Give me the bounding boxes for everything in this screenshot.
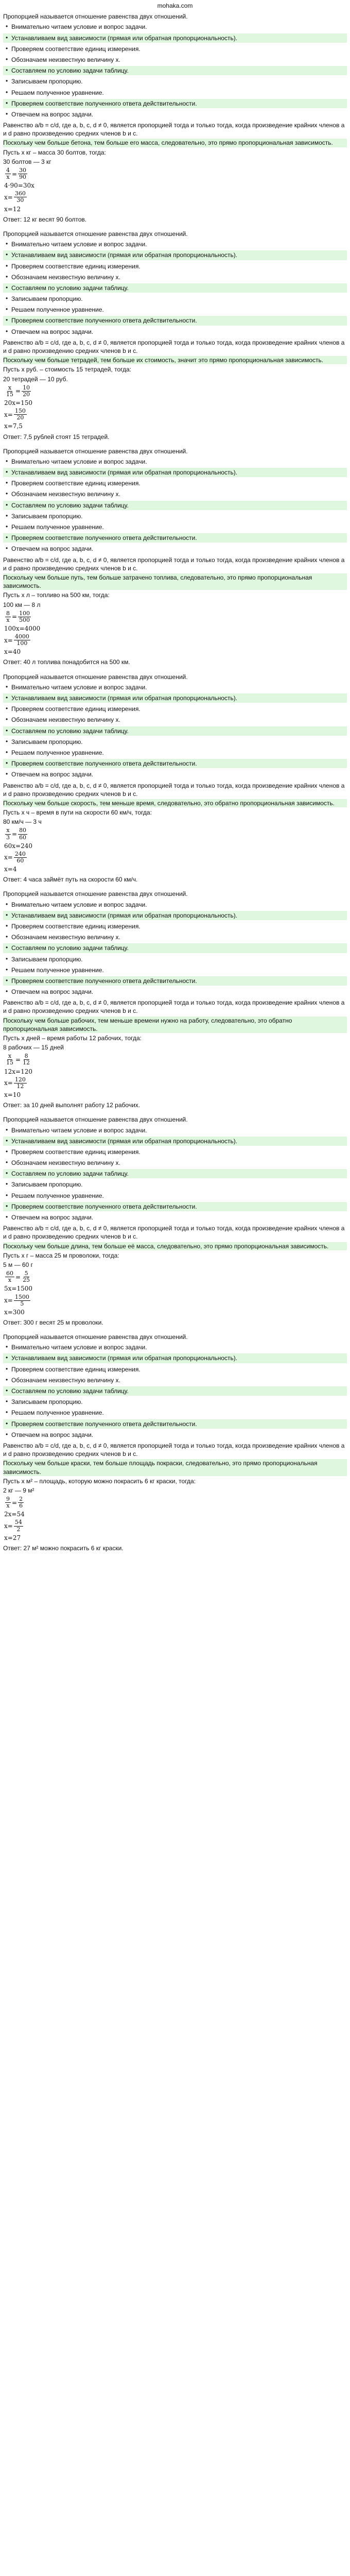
math-line — [4, 1519, 347, 1532]
math-line — [4, 408, 347, 421]
math-token: x — [4, 648, 8, 656]
algorithm-step: • Внимательно читаем условие и вопрос задачи. — [3, 683, 347, 692]
algorithm-step: • Составляем по условию задачи таблицу. — [3, 1169, 347, 1178]
math-line — [4, 422, 347, 430]
math-token: 7,5 — [12, 422, 23, 430]
algorithm-step: • Решаем полученное уравнение. — [3, 305, 347, 314]
fraction — [5, 1496, 11, 1509]
intro-text: Пропорцией называется отношение равенства двух отношений. — [3, 13, 188, 21]
fraction — [22, 385, 31, 398]
task-block — [3, 230, 347, 446]
math-token: = — [7, 1522, 13, 1530]
algorithm-step: • Обозначаем неизвестную величину x. — [3, 715, 347, 724]
math-line — [4, 1534, 347, 1542]
dependency-note: Поскольку чем больше рабочих, тем меньше времени нужно на работу, следовательно, это обратно пропорциональная зависимость. — [3, 1016, 347, 1033]
math-token: = — [12, 170, 18, 178]
algorithm-step: • Устанавливаем вид зависимости (прямая или обратная пропорциональность). — [3, 250, 347, 260]
math-token: = — [7, 411, 13, 418]
intro-text: Пропорцией называется отношение равенства двух отношений. — [3, 1333, 188, 1341]
answer-text: Ответ: 40 л топлива понадобится на 500 км. — [3, 658, 130, 666]
task-block — [3, 890, 347, 1114]
denominator: 500 — [19, 616, 30, 623]
algorithm-step: • Обозначаем неизвестную величину x. — [3, 273, 347, 282]
dependency-note: Поскольку чем больше скорость, тем меньше время, следовательно, это обратно пропорциональная зависимость. — [3, 799, 347, 807]
math-token: = — [7, 205, 13, 213]
algorithm-steps — [3, 457, 347, 554]
algorithm-steps — [3, 683, 347, 779]
table-row: 2 кг — 9 м² — [3, 1486, 34, 1494]
algorithm-steps — [3, 900, 347, 997]
algorithm-step: • Устанавливаем вид зависимости (прямая или обратная пропорциональность). — [3, 911, 347, 920]
math-token: = — [7, 422, 13, 430]
math-token: 12 — [12, 205, 21, 213]
algorithm-step: • Решаем полученное уравнение. — [3, 1408, 347, 1417]
dependency-note: Поскольку чем больше краски, тем больше площадь покраски, следовательно, это прямо пропорциональная зависимость. — [3, 1459, 347, 1476]
solution-content — [3, 12, 347, 1557]
math-token: = — [7, 1308, 13, 1316]
math-token: = — [15, 387, 21, 395]
math-line — [4, 1308, 347, 1316]
math-token: 4 — [12, 866, 17, 873]
algorithm-step: • Решаем полученное уравнение. — [3, 748, 347, 757]
algorithm-step: • Внимательно читаем условие и вопрос задачи. — [3, 900, 347, 909]
math-line — [4, 851, 347, 864]
math-token: x — [4, 1522, 8, 1530]
table-row: 30 болтов — 3 кг — [3, 158, 51, 165]
denominator: 12 — [16, 1082, 24, 1090]
table-row: 8 рабочих — 15 дней — [3, 1044, 64, 1052]
math-line — [4, 1510, 347, 1518]
math-token: 90 — [10, 182, 18, 190]
denominator: x — [6, 1502, 10, 1510]
algorithm-steps — [3, 1343, 347, 1439]
proportion-rule: Равенство a/b = c/d, где a, b, c, d ≠ 0, является пропорцией тогда и только тогда, когда произведение крайних членов a и d равно произведению средних членов b и c. — [3, 1225, 345, 1241]
algorithm-step: • Записываем пропорцию. — [3, 1180, 347, 1189]
math-token: = — [12, 1499, 18, 1506]
math-token: 2x — [4, 1511, 12, 1518]
given-text: Пусть x дней – время работы 12 рабочих, тогда: — [3, 1035, 142, 1042]
math-line — [4, 399, 347, 407]
numerator: x — [8, 384, 12, 391]
denominator: 5 — [20, 1300, 24, 1307]
fraction — [14, 851, 27, 864]
fraction — [14, 634, 30, 647]
math-token: 1500 — [16, 1285, 33, 1293]
algorithm-step: • Отвечаем на вопрос задачи. — [3, 110, 347, 119]
math-token: = — [7, 866, 13, 873]
algorithm-steps — [3, 240, 347, 336]
math-token: = — [7, 1534, 13, 1541]
fraction — [5, 611, 11, 623]
algorithm-step: • Устанавливаем вид зависимости (прямая или обратная пропорциональность). — [3, 693, 347, 703]
denominator: 2 — [16, 1526, 21, 1533]
algorithm-steps — [3, 22, 347, 119]
fraction — [18, 827, 27, 840]
fraction — [5, 167, 11, 180]
math-line — [4, 611, 347, 623]
numerator: 100 — [19, 609, 30, 617]
algorithm-step: • Записываем пропорцию. — [3, 512, 347, 521]
table-row: 20 тетрадей — 10 руб. — [3, 375, 68, 383]
math-token: 54 — [16, 1511, 25, 1518]
fraction — [5, 827, 11, 840]
math-token: = — [11, 1511, 17, 1518]
denominator: 20 — [23, 391, 30, 398]
separator — [3, 1554, 347, 1557]
equation-block — [4, 1053, 347, 1099]
numerator: 5 — [24, 1270, 28, 1277]
fraction — [14, 1519, 23, 1532]
algorithm-step: • Проверяем соответствие полученного ответа действительности. — [3, 976, 347, 986]
math-line — [4, 624, 347, 633]
fraction — [18, 167, 27, 180]
math-token: = — [7, 1091, 13, 1098]
math-token: = — [12, 830, 18, 838]
given-text: Пусть x м² – площадь, которую можно покрасить 6 кг краски, тогда: — [3, 1477, 196, 1485]
math-token: 300 — [12, 1308, 25, 1316]
denominator: 60 — [16, 857, 24, 864]
math-line — [4, 167, 347, 180]
fraction — [18, 611, 31, 623]
algorithm-step: • Обозначаем неизвестную величину x. — [3, 55, 347, 64]
task-block — [3, 447, 347, 672]
denominator: 20 — [16, 414, 24, 421]
intro-text: Пропорцией называется отношение равенства двух отношений. — [3, 890, 188, 898]
separator — [3, 886, 347, 889]
algorithm-step: • Проверяем соответствие единиц измерения. — [3, 262, 347, 271]
math-token: = — [15, 1273, 21, 1281]
algorithm-step: • Проверяем соответствие единиц измерения. — [3, 704, 347, 714]
fraction — [14, 1077, 27, 1090]
math-token: = — [15, 1067, 21, 1075]
fraction — [18, 1496, 24, 1509]
equation-block — [4, 1270, 347, 1316]
math-token: 30x — [23, 182, 34, 190]
math-line — [4, 1053, 347, 1066]
proportion-rule: Равенство a/b = c/d, где a, b, c, d ≠ 0, является пропорцией тогда и только тогда, когда произведение крайних членов a и d равно произведению средних членов b и c. — [3, 782, 345, 798]
fraction — [14, 191, 27, 204]
math-token: = — [7, 648, 13, 656]
math-token: = — [15, 399, 21, 406]
denominator: 12 — [23, 1059, 30, 1066]
fraction — [5, 1270, 14, 1283]
algorithm-step: • Составляем по условию задачи таблицу. — [3, 66, 347, 75]
algorithm-step: • Устанавливаем вид зависимости (прямая или обратная пропорциональность). — [3, 468, 347, 477]
separator — [3, 1329, 347, 1332]
denominator: 6 — [19, 1502, 23, 1510]
math-token: = — [15, 1056, 21, 1063]
numerator: 2 — [19, 1496, 23, 1503]
answer-text: Ответ: 4 часа займёт путь на скорости 60 км/ч. — [3, 876, 138, 884]
answer-text: Ответ: 27 м² можно покрасить 6 кг краски. — [3, 1544, 124, 1552]
numerator: 54 — [14, 1519, 22, 1526]
algorithm-step: • Проверяем соответствие единиц измерения. — [3, 922, 347, 931]
numerator: 10 — [23, 384, 30, 391]
algorithm-step: • Записываем пропорцию. — [3, 294, 347, 303]
algorithm-step: • Внимательно читаем условие и вопрос задачи. — [3, 457, 347, 466]
numerator: 9 — [6, 1496, 10, 1503]
math-token: x — [4, 636, 8, 644]
algorithm-step: • Решаем полученное уравнение. — [3, 522, 347, 532]
algorithm-step: • Записываем пропорцию. — [3, 737, 347, 747]
numerator: 60 — [6, 1270, 13, 1277]
algorithm-step: • Записываем пропорцию. — [3, 1397, 347, 1406]
numerator: 360 — [14, 190, 26, 197]
algorithm-step: • Устанавливаем вид зависимости (прямая или обратная пропорциональность). — [3, 1137, 347, 1146]
math-line — [4, 1067, 347, 1076]
algorithm-step: • Проверяем соответствие единиц измерения. — [3, 44, 347, 54]
math-token: x — [4, 411, 8, 418]
fraction — [22, 1053, 31, 1066]
denominator: 60 — [19, 834, 27, 841]
numerator: 80 — [19, 827, 27, 834]
intro-text: Пропорцией называется отношение равенства двух отношений. — [3, 447, 188, 455]
denominator: 15 — [6, 1059, 13, 1066]
fraction — [5, 385, 14, 398]
task-block — [3, 673, 347, 889]
algorithm-step: • Решаем полученное уравнение. — [3, 1191, 347, 1200]
numerator: 120 — [14, 1076, 26, 1083]
math-token: 4 — [4, 182, 8, 190]
algorithm-step: • Решаем полученное уравнение. — [3, 88, 347, 97]
math-token: x — [4, 1534, 8, 1541]
algorithm-step: • Проверяем соответствие полученного ответа действительности. — [3, 1202, 347, 1211]
denominator: 30 — [16, 197, 24, 204]
math-token: 12x — [4, 1067, 16, 1075]
dependency-note: Поскольку чем больше бетона, тем больше его масса, следовательно, это прямо пропорциональная зависимость. — [3, 139, 347, 147]
numerator: 4 — [6, 167, 10, 174]
math-token: = — [7, 193, 13, 201]
denominator: 15 — [6, 391, 13, 398]
answer-text: Ответ: 7,5 рублей стоят 15 тетрадей. — [3, 433, 110, 440]
denominator: 3 — [6, 834, 10, 841]
math-token: 60x — [4, 842, 16, 850]
math-line — [4, 634, 347, 647]
math-token: x — [4, 422, 8, 430]
algorithm-step: • Составляем по условию задачи таблицу. — [3, 726, 347, 736]
math-line — [4, 865, 347, 873]
algorithm-step: • Составляем по условию задачи таблицу. — [3, 283, 347, 293]
math-line — [4, 842, 347, 850]
math-token: = — [7, 636, 13, 644]
math-token: = — [15, 842, 21, 850]
denominator: x — [8, 1277, 12, 1284]
numerator: 150 — [14, 408, 26, 415]
math-token: x — [4, 866, 8, 873]
algorithm-step: • Отвечаем на вопрос задачи. — [3, 770, 347, 779]
algorithm-step: • Внимательно читаем условие и вопрос задачи. — [3, 1343, 347, 1352]
math-line — [4, 181, 347, 190]
algorithm-step: • Отвечаем на вопрос задачи. — [3, 327, 347, 336]
table-row: 100 км — 8 л — [3, 601, 41, 608]
numerator: 4000 — [14, 633, 29, 640]
separator — [3, 226, 347, 229]
proportion-rule: Равенство a/b = c/d, где a, b, c, d ≠ 0, является пропорцией тогда и только тогда, когда произведение крайних членов a и d равно произведению средних членов b и c. — [3, 1442, 345, 1458]
intro-text: Пропорцией называется отношение равенства двух отношений. — [3, 230, 188, 238]
math-token: x — [4, 193, 8, 201]
algorithm-step: • Составляем по условию задачи таблицу. — [3, 501, 347, 510]
math-token: x — [4, 1308, 8, 1316]
algorithm-step: • Отвечаем на вопрос задачи. — [3, 987, 347, 996]
math-token: = — [11, 1285, 17, 1293]
dependency-note: Поскольку чем больше длина, тем больше её масса, следовательно, это прямо пропорциональная зависимость. — [3, 1242, 347, 1250]
math-token: 100x — [4, 624, 20, 632]
algorithm-step: • Обозначаем неизвестную величину x. — [3, 1376, 347, 1385]
dependency-note: Поскольку чем больше тетрадей, тем больше их стоимость, значит это прямо пропорциональная зависимость. — [3, 356, 347, 364]
algorithm-step: • Проверяем соответствие полученного ответа действительности. — [3, 316, 347, 325]
algorithm-step: • Отвечаем на вопрос задачи. — [3, 1430, 347, 1439]
math-line — [4, 1270, 347, 1283]
math-line — [4, 191, 347, 204]
numerator: x — [8, 1053, 12, 1060]
math-token: 40 — [12, 648, 21, 656]
task-block — [3, 1333, 347, 1557]
math-token: · — [8, 182, 10, 190]
math-token: x — [4, 1297, 8, 1304]
fraction — [14, 408, 27, 421]
given-text: Пусть x л – топливо на 500 км, тогда: — [3, 591, 110, 599]
math-token: 150 — [21, 399, 33, 406]
algorithm-step: • Устанавливаем вид зависимости (прямая или обратная пропорциональность). — [3, 1353, 347, 1363]
math-token: 20x — [4, 399, 16, 406]
fraction — [22, 1270, 31, 1283]
algorithm-step: • Проверяем соответствие полученного ответа действительности. — [3, 99, 347, 108]
math-token: = — [19, 624, 25, 632]
task-block — [3, 1115, 347, 1332]
dependency-note: Поскольку чем больше путь, тем больше затрачено топлива, следовательно, это прямо пропорциональная зависимость. — [3, 573, 347, 590]
intro-text: Пропорцией называется отношение равенства двух отношений. — [3, 1116, 188, 1124]
algorithm-step: • Внимательно читаем условие и вопрос задачи. — [3, 1126, 347, 1135]
equation-block — [4, 827, 347, 873]
site-watermark-top: mohaka.com — [157, 2, 193, 9]
math-line — [4, 1077, 347, 1090]
numerator: x — [6, 827, 10, 834]
equation-block — [4, 611, 347, 656]
denominator: x — [6, 616, 10, 623]
given-text: Пусть x руб. – стоимость 15 тетрадей, тогда: — [3, 366, 131, 374]
algorithm-step: • Проверяем соответствие полученного ответа действительности. — [3, 759, 347, 768]
algorithm-step: • Отвечаем на вопрос задачи. — [3, 544, 347, 553]
algorithm-step: • Обозначаем неизвестную величину x. — [3, 1158, 347, 1167]
equation-block — [4, 1496, 347, 1542]
equation-block — [4, 167, 347, 213]
algorithm-step: • Устанавливаем вид зависимости (прямая или обратная пропорциональность). — [3, 33, 347, 43]
math-token: = — [7, 854, 13, 861]
math-token: x — [4, 854, 8, 861]
proportion-rule: Равенство a/b = c/d, где a, b, c, d ≠ 0, является пропорцией тогда и только тогда, когда произведение крайних членов a и d равно произведению средних членов b и c. — [3, 556, 345, 572]
math-line — [4, 1294, 347, 1307]
given-text: Пусть x ч – время в пути на скорости 60 км/ч, тогда: — [3, 809, 152, 817]
algorithm-step: • Обозначаем неизвестную величину x. — [3, 933, 347, 942]
algorithm-step: • Проверяем соответствие единиц измерения. — [3, 1365, 347, 1374]
math-line — [4, 648, 347, 656]
separator — [3, 1111, 347, 1114]
numerator: 1500 — [14, 1293, 29, 1300]
numerator: 8 — [6, 609, 10, 617]
answer-text: Ответ: 12 кг весят 90 болтов. — [3, 215, 87, 223]
fraction — [14, 1294, 30, 1307]
algorithm-step: • Отвечаем на вопрос задачи. — [3, 1213, 347, 1222]
given-text: Пусть x кг – масса 30 болтов, тогда: — [3, 148, 106, 156]
numerator: 8 — [24, 1053, 28, 1060]
math-line — [4, 1284, 347, 1293]
proportion-rule: Равенство a/b = c/d, где a, b, c, d ≠ 0, является пропорцией тогда и только тогда, когда произведение крайних членов a и d равно произведению средних членов b и c. — [3, 338, 345, 354]
fraction — [5, 1053, 14, 1066]
algorithm-step: • Проверяем соответствие единиц измерения. — [3, 1147, 347, 1157]
math-token: 10 — [12, 1091, 21, 1098]
algorithm-step: • Записываем пропорцию. — [3, 955, 347, 964]
algorithm-step: • Записываем пропорцию. — [3, 77, 347, 86]
given-text: Пусть x г – масса 25 м проволоки, тогда: — [3, 1251, 119, 1259]
separator — [3, 443, 347, 446]
math-token: 4000 — [24, 624, 41, 632]
algorithm-step: • Составляем по условию задачи таблицу. — [3, 943, 347, 953]
algorithm-step: • Решаем полученное уравнение. — [3, 965, 347, 975]
intro-text: Пропорцией называется отношение равенства двух отношений. — [3, 673, 188, 681]
algorithm-step: • Проверяем соответствие полученного ответа действительности. — [3, 1419, 347, 1429]
proportion-rule: Равенство a/b = c/d, где a, b, c, d ≠ 0, является пропорцией тогда и только тогда, когда произведение крайних членов a и d равно произведению средних членов b и c. — [3, 122, 345, 138]
math-token: = — [7, 1079, 13, 1087]
algorithm-step: • Составляем по условию задачи таблицу. — [3, 1386, 347, 1396]
numerator: 30 — [19, 167, 27, 174]
math-token: x — [4, 1091, 8, 1098]
equation-block — [4, 385, 347, 431]
proportion-rule: Равенство a/b = c/d, где a, b, c, d ≠ 0, является пропорцией тогда и только тогда, когда произведение крайних членов a и d равно произведению средних членов b и c. — [3, 999, 345, 1015]
math-token: = — [12, 613, 18, 621]
math-token: 27 — [12, 1534, 21, 1541]
algorithm-step: • Внимательно читаем условие и вопрос задачи. — [3, 22, 347, 31]
math-token: = — [18, 182, 23, 190]
separator — [3, 669, 347, 672]
algorithm-step: • Внимательно читаем условие и вопрос задачи. — [3, 240, 347, 249]
math-token: 5x — [4, 1285, 12, 1293]
math-token: 240 — [21, 842, 33, 850]
answer-text: Ответ: 300 г весят 25 м проволоки. — [3, 1318, 103, 1326]
algorithm-steps — [3, 1126, 347, 1223]
algorithm-step: • Проверяем соответствие единиц измерения. — [3, 479, 347, 488]
denominator: 100 — [16, 640, 28, 647]
table-row: 80 км/ч — 3 ч — [3, 818, 42, 826]
math-token: x — [4, 205, 8, 213]
task-block — [3, 12, 347, 229]
algorithm-step: • Проверяем соответствие полученного ответа действительности. — [3, 533, 347, 543]
denominator: 25 — [23, 1277, 30, 1284]
math-token: 120 — [21, 1067, 33, 1075]
answer-text: Ответ: за 10 дней выполнят работу 12 рабочих. — [3, 1101, 141, 1109]
math-line — [4, 1496, 347, 1509]
math-line — [4, 827, 347, 840]
denominator: x — [6, 174, 10, 181]
math-token: x — [4, 1079, 8, 1087]
numerator: 240 — [14, 850, 26, 857]
math-line — [4, 205, 347, 213]
denominator: 90 — [19, 174, 27, 181]
math-line — [4, 385, 347, 398]
math-line — [4, 1091, 347, 1099]
table-row: 5 м — 60 г — [3, 1261, 33, 1268]
algorithm-step: • Обозначаем неизвестную величину x. — [3, 489, 347, 499]
math-token: = — [7, 1297, 13, 1304]
